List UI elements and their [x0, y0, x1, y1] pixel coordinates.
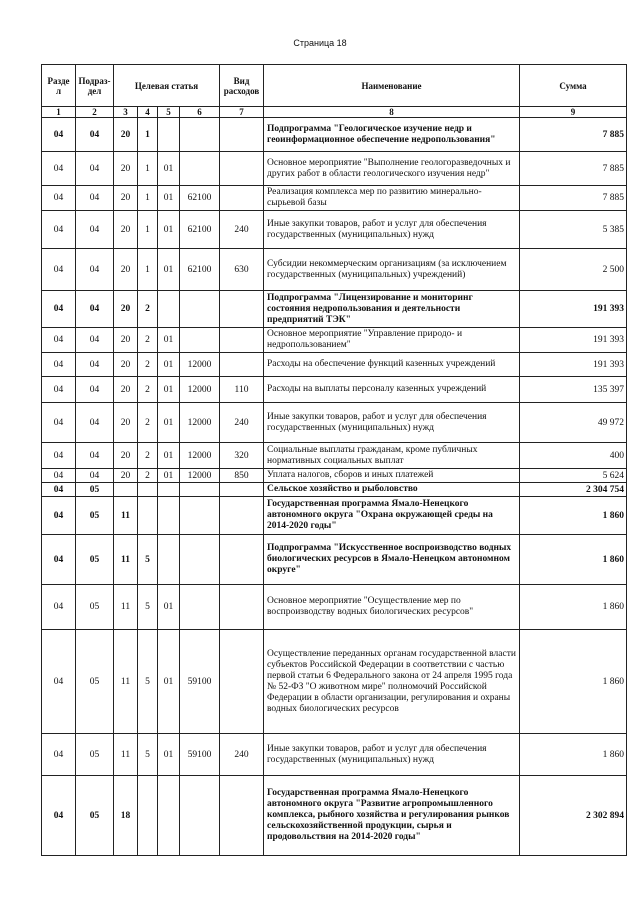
cell-direction: 12000 [180, 443, 220, 469]
cell-event: 01 [158, 186, 180, 211]
cell-name: Иные закупки товаров, работ и услуг для обеспечения государственных (муниципальных) нужд [264, 211, 520, 249]
table-row [42, 776, 627, 856]
cell-subprogram: 5 [138, 585, 158, 630]
table-row [42, 535, 627, 585]
cell-razdel: 04 [42, 328, 76, 353]
cell-expense-type: 240 [220, 734, 264, 776]
cell-podrazdel: 04 [76, 249, 114, 291]
cell-razdel: 04 [42, 585, 76, 630]
cell-razdel: 04 [42, 353, 76, 377]
cell-direction [180, 585, 220, 630]
cell-name: Реализация комплекса мер по развитию минерально-сырьевой базы [264, 186, 520, 211]
column-number: 3 [114, 107, 138, 118]
cell-program: 20 [114, 403, 138, 443]
cell-podrazdel: 05 [76, 497, 114, 535]
cell-razdel: 04 [42, 377, 76, 403]
cell-name: Социальные выплаты гражданам, кроме публичных нормативных социальных выплат [264, 443, 520, 469]
cell-subprogram: 5 [138, 630, 158, 734]
table-row [42, 734, 627, 776]
cell-subprogram: 2 [138, 353, 158, 377]
header-sum: Сумма [520, 65, 627, 107]
cell-razdel: 04 [42, 443, 76, 469]
budget-table [41, 64, 627, 856]
table-row [42, 152, 627, 186]
cell-razdel: 04 [42, 497, 76, 535]
cell-event [158, 535, 180, 585]
cell-direction: 59100 [180, 734, 220, 776]
cell-event: 01 [158, 585, 180, 630]
cell-subprogram [138, 497, 158, 535]
cell-sum: 1 860 [520, 535, 627, 585]
cell-program: 20 [114, 469, 138, 483]
cell-subprogram: 5 [138, 535, 158, 585]
cell-subprogram: 2 [138, 291, 158, 328]
cell-expense-type [220, 118, 264, 152]
table-row [42, 443, 627, 469]
cell-sum: 1 860 [520, 497, 627, 535]
cell-name: Государственная программа Ямало-Ненецкого автономного округа "Охрана окружающей среды на 2014-2020 годы" [264, 497, 520, 535]
cell-name: Государственная программа Ямало-Ненецкого автономного округа "Развитие агропромышленного комплекса, рыбного хозяйства и регулирования рынков сельскохозяйственной продукции, сырья и продовольствия на 2014-2020 годы" [264, 776, 520, 856]
cell-expense-type [220, 353, 264, 377]
cell-sum: 2 302 894 [520, 776, 627, 856]
cell-event [158, 776, 180, 856]
cell-event: 01 [158, 734, 180, 776]
cell-expense-type [220, 152, 264, 186]
cell-direction: 12000 [180, 353, 220, 377]
cell-program: 20 [114, 443, 138, 469]
cell-name: Подпрограмма "Геологическое изучение недр и геоинформационное обеспечение недропользования" [264, 118, 520, 152]
cell-razdel: 04 [42, 249, 76, 291]
cell-sum: 49 972 [520, 403, 627, 443]
column-number: 4 [138, 107, 158, 118]
table-row [42, 291, 627, 328]
cell-subprogram: 1 [138, 152, 158, 186]
cell-direction: 59100 [180, 630, 220, 734]
table-row [42, 585, 627, 630]
column-number: 7 [220, 107, 264, 118]
column-number: 8 [264, 107, 520, 118]
cell-event: 01 [158, 249, 180, 291]
cell-podrazdel: 05 [76, 734, 114, 776]
column-number-row [42, 107, 627, 118]
cell-sum: 7 885 [520, 152, 627, 186]
page-number: Страница 18 [293, 38, 347, 48]
cell-sum: 1 860 [520, 630, 627, 734]
cell-event: 01 [158, 328, 180, 353]
cell-subprogram: 2 [138, 328, 158, 353]
cell-podrazdel: 05 [76, 776, 114, 856]
cell-sum: 7 885 [520, 186, 627, 211]
cell-razdel: 04 [42, 403, 76, 443]
column-number: 5 [158, 107, 180, 118]
table-row [42, 497, 627, 535]
cell-razdel: 04 [42, 734, 76, 776]
column-number: 1 [42, 107, 76, 118]
header-podrazdel: Подраз- дел [76, 65, 114, 107]
cell-program: 11 [114, 630, 138, 734]
cell-event: 01 [158, 152, 180, 186]
cell-program: 11 [114, 497, 138, 535]
cell-program: 20 [114, 328, 138, 353]
cell-name: Осуществление переданных органам государственной власти субъектов Российской Федерации в соответствии с частью первой статьи 6 Федерального закона от 24 апреля 1995 года № 52-ФЗ "О животном мире" полномочий Российской Федерации в области организации, регулирования и охраны водных биологических ресурсов [264, 630, 520, 734]
cell-razdel: 04 [42, 535, 76, 585]
cell-subprogram: 1 [138, 211, 158, 249]
cell-razdel: 04 [42, 483, 76, 497]
cell-podrazdel: 05 [76, 483, 114, 497]
cell-event: 01 [158, 353, 180, 377]
cell-subprogram: 1 [138, 186, 158, 211]
cell-razdel: 04 [42, 211, 76, 249]
cell-name: Основное мероприятие "Осуществление мер по воспроизводству водных биологических ресурсов" [264, 585, 520, 630]
cell-sum: 7 885 [520, 118, 627, 152]
cell-event [158, 291, 180, 328]
cell-podrazdel: 04 [76, 403, 114, 443]
table-row [42, 353, 627, 377]
cell-sum: 191 393 [520, 328, 627, 353]
cell-expense-type [220, 186, 264, 211]
cell-expense-type [220, 776, 264, 856]
table-row [42, 211, 627, 249]
cell-subprogram [138, 776, 158, 856]
cell-program: 18 [114, 776, 138, 856]
cell-podrazdel: 05 [76, 535, 114, 585]
cell-podrazdel: 04 [76, 186, 114, 211]
cell-event: 01 [158, 377, 180, 403]
cell-program: 20 [114, 211, 138, 249]
cell-name: Сельское хозяйство и рыболовство [264, 483, 520, 497]
cell-direction: 12000 [180, 403, 220, 443]
cell-event: 01 [158, 469, 180, 483]
cell-expense-type [220, 291, 264, 328]
cell-direction [180, 535, 220, 585]
table-row [42, 377, 627, 403]
cell-expense-type [220, 535, 264, 585]
cell-subprogram: 2 [138, 443, 158, 469]
cell-razdel: 04 [42, 776, 76, 856]
cell-subprogram: 2 [138, 469, 158, 483]
cell-name: Основное мероприятие "Выполнение геологоразведочных и других работ в области геологического изучения недр" [264, 152, 520, 186]
table-body [42, 118, 627, 856]
cell-subprogram: 2 [138, 377, 158, 403]
cell-direction [180, 291, 220, 328]
cell-podrazdel: 04 [76, 377, 114, 403]
cell-podrazdel: 04 [76, 443, 114, 469]
cell-program: 11 [114, 535, 138, 585]
cell-podrazdel: 05 [76, 585, 114, 630]
cell-expense-type: 110 [220, 377, 264, 403]
header-expense-type: Вид расходов [220, 65, 264, 107]
cell-podrazdel: 04 [76, 152, 114, 186]
cell-sum: 135 397 [520, 377, 627, 403]
cell-direction [180, 776, 220, 856]
cell-podrazdel: 05 [76, 630, 114, 734]
cell-program: 20 [114, 249, 138, 291]
cell-sum: 191 393 [520, 291, 627, 328]
cell-program: 20 [114, 353, 138, 377]
table-row [42, 118, 627, 152]
cell-program: 11 [114, 585, 138, 630]
cell-razdel: 04 [42, 630, 76, 734]
cell-expense-type [220, 483, 264, 497]
cell-event: 01 [158, 443, 180, 469]
cell-event: 01 [158, 211, 180, 249]
cell-podrazdel: 04 [76, 353, 114, 377]
cell-program: 20 [114, 377, 138, 403]
cell-subprogram [138, 483, 158, 497]
cell-subprogram: 1 [138, 249, 158, 291]
cell-sum: 2 500 [520, 249, 627, 291]
cell-expense-type: 240 [220, 211, 264, 249]
cell-program [114, 483, 138, 497]
cell-program: 20 [114, 118, 138, 152]
cell-program: 20 [114, 291, 138, 328]
cell-event [158, 483, 180, 497]
cell-sum: 400 [520, 443, 627, 469]
column-number: 6 [180, 107, 220, 118]
cell-direction [180, 152, 220, 186]
table-row [42, 328, 627, 353]
table-row [42, 630, 627, 734]
cell-event [158, 118, 180, 152]
cell-subprogram: 1 [138, 118, 158, 152]
cell-sum: 191 393 [520, 353, 627, 377]
cell-sum: 5 624 [520, 469, 627, 483]
cell-razdel: 04 [42, 291, 76, 328]
cell-expense-type [220, 497, 264, 535]
column-number: 2 [76, 107, 114, 118]
cell-program: 20 [114, 186, 138, 211]
cell-expense-type [220, 585, 264, 630]
header-razdel: Разде л [42, 65, 76, 107]
cell-name: Подпрограмма "Лицензирование и мониторинг состояния недропользования и деятельности предприятий ТЭК" [264, 291, 520, 328]
table-row [42, 249, 627, 291]
cell-podrazdel: 04 [76, 118, 114, 152]
cell-direction: 62100 [180, 211, 220, 249]
cell-podrazdel: 04 [76, 291, 114, 328]
cell-direction: 62100 [180, 186, 220, 211]
cell-sum: 1 860 [520, 585, 627, 630]
cell-program: 20 [114, 152, 138, 186]
cell-direction [180, 328, 220, 353]
cell-subprogram: 5 [138, 734, 158, 776]
cell-razdel: 04 [42, 186, 76, 211]
cell-podrazdel: 04 [76, 211, 114, 249]
column-number: 9 [520, 107, 627, 118]
cell-name: Уплата налогов, сборов и иных платежей [264, 469, 520, 483]
cell-razdel: 04 [42, 118, 76, 152]
cell-razdel: 04 [42, 469, 76, 483]
cell-razdel: 04 [42, 152, 76, 186]
cell-event [158, 497, 180, 535]
header-target-article: Целевая статья [114, 65, 220, 107]
cell-event: 01 [158, 630, 180, 734]
cell-name: Расходы на выплаты персоналу казенных учреждений [264, 377, 520, 403]
cell-name: Иные закупки товаров, работ и услуг для обеспечения государственных (муниципальных) нужд [264, 403, 520, 443]
cell-expense-type: 320 [220, 443, 264, 469]
cell-direction: 12000 [180, 377, 220, 403]
cell-expense-type [220, 328, 264, 353]
cell-sum: 2 304 754 [520, 483, 627, 497]
cell-expense-type: 850 [220, 469, 264, 483]
table-row [42, 483, 627, 497]
cell-expense-type: 630 [220, 249, 264, 291]
cell-podrazdel: 04 [76, 328, 114, 353]
cell-expense-type: 240 [220, 403, 264, 443]
cell-name: Основное мероприятие "Управление природо- и недропользованием" [264, 328, 520, 353]
cell-name: Расходы на обеспечение функций казенных учреждений [264, 353, 520, 377]
cell-direction [180, 497, 220, 535]
cell-event: 01 [158, 403, 180, 443]
table-row [42, 186, 627, 211]
cell-subprogram: 2 [138, 403, 158, 443]
cell-name: Подпрограмма "Искусственное воспроизводство водных биологических ресурсов в Ямало-Ненецком автономном округе" [264, 535, 520, 585]
cell-name: Субсидии некоммерческим организациям (за исключением государственных (муниципальных) учреждений) [264, 249, 520, 291]
cell-program: 11 [114, 734, 138, 776]
cell-sum: 5 385 [520, 211, 627, 249]
cell-direction [180, 118, 220, 152]
cell-sum: 1 860 [520, 734, 627, 776]
cell-direction: 62100 [180, 249, 220, 291]
cell-podrazdel: 04 [76, 469, 114, 483]
table-row [42, 403, 627, 443]
table-row [42, 469, 627, 483]
cell-name: Иные закупки товаров, работ и услуг для обеспечения государственных (муниципальных) нужд [264, 734, 520, 776]
header-name: Наименование [264, 65, 520, 107]
cell-direction [180, 483, 220, 497]
cell-direction: 12000 [180, 469, 220, 483]
cell-expense-type [220, 630, 264, 734]
